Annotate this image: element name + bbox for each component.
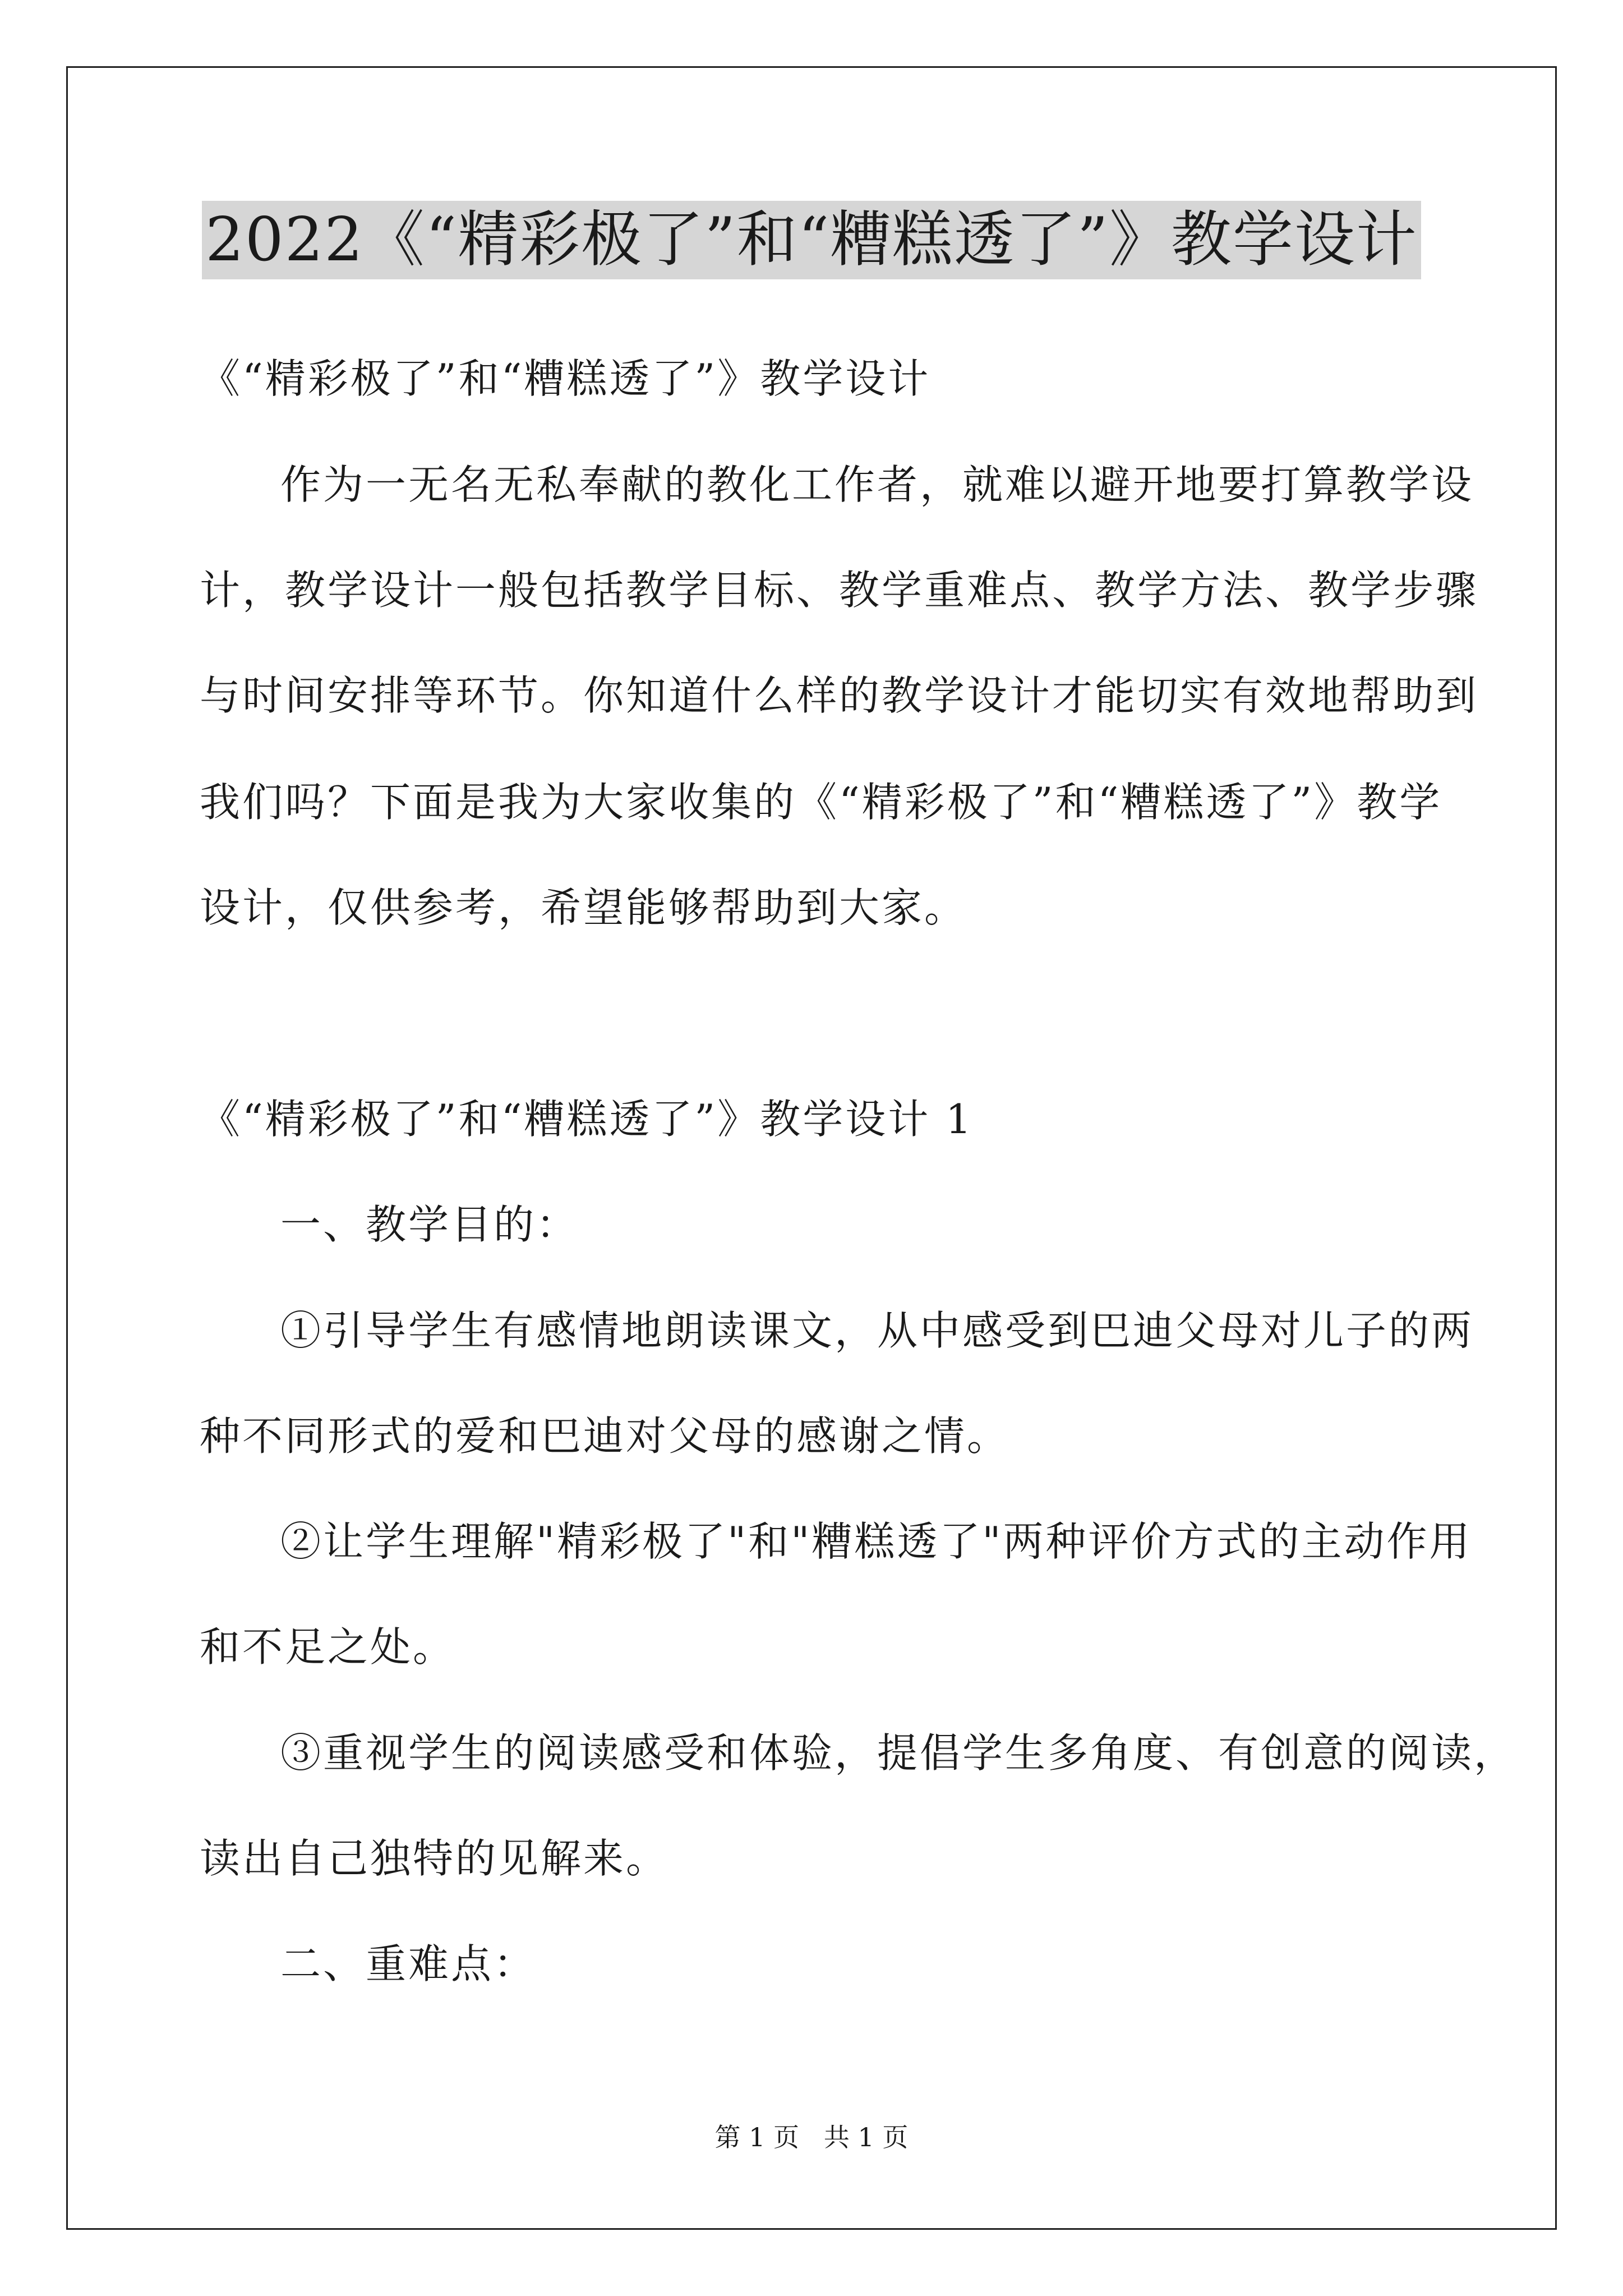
title-container [0,201,1623,279]
intro-line-4: 我们吗？下面是我为大家收集的《“精彩极了”和“糟糕透了”》教学 [200,779,1442,826]
page-footer: 第 1 页 共 1 页 [714,2122,909,2152]
goals-heading: 一、教学目的： [280,1201,579,1248]
document-title: 2022《“精彩极了”和“糟糕透了”》教学设计 [202,201,1421,279]
goal1-line-2: 种不同形式的爱和巴迪对父母的感谢之情。 [200,1412,1010,1460]
subtitle: 《“精彩极了”和“糟糕透了”》教学设计 [200,355,931,402]
section-heading-1: 《“精彩极了”和“糟糕透了”》教学设计 1 [200,1096,974,1143]
goal2-line-1: ②让学生理解"精彩极了"和"糟糕透了"两种评价方式的主动作用 [280,1518,1472,1565]
intro-line-1: 作为一无名无私奉献的教化工作者，就难以避开地要打算教学设 [280,461,1474,508]
goal3-line-2: 读出自己独特的见解来。 [200,1835,669,1882]
goal3-line-1: ③重视学生的阅读感受和体验，提倡学生多角度、有创意的阅读， [280,1729,1517,1777]
goal1-line-1: ①引导学生有感情地朗读课文，从中感受到巴迪父母对儿子的两 [280,1307,1474,1354]
difficulty-heading: 二、重难点： [280,1940,537,1987]
intro-line-2: 计，教学设计一般包括教学目标、教学重难点、教学方法、教学步骤 [200,567,1479,614]
intro-line-3: 与时间安排等环节。你知道什么样的教学设计才能切实有效地帮助到 [200,672,1479,719]
goal2-line-2: 和不足之处。 [200,1623,456,1671]
intro-line-5: 设计，仅供参考，希望能够帮助到大家。 [200,884,967,931]
